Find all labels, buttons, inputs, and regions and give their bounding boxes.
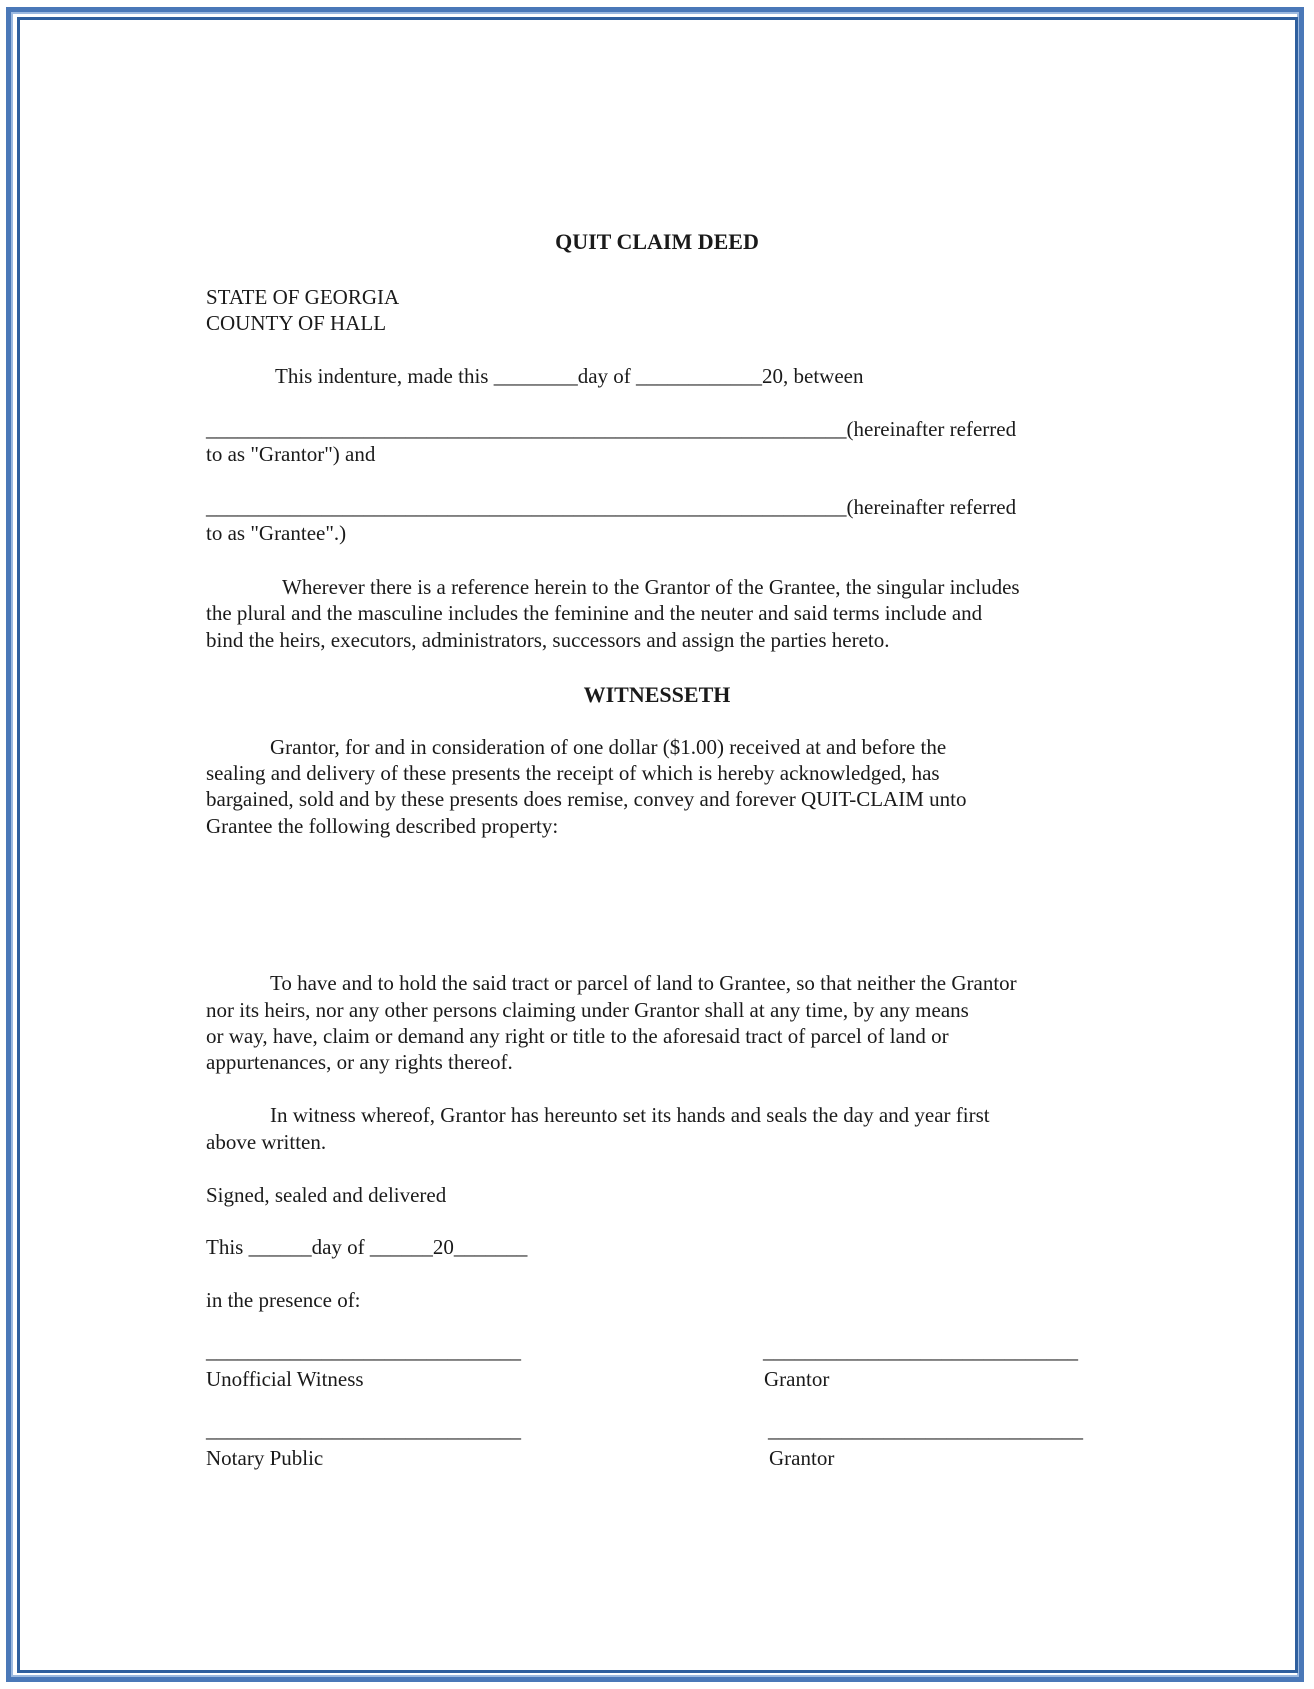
presence-line: in the presence of:: [206, 1288, 361, 1312]
paragraph-line: In witness whereof, Grantor has hereunto set its hands and seals the day and year first: [270, 1103, 990, 1127]
state-line: STATE OF GEORGIA: [206, 285, 400, 309]
grantor-blank-line: _____________________________________________________________(hereinafter referred: [206, 417, 1017, 441]
paragraph-line: appurtenances, or any rights thereof.: [206, 1050, 513, 1074]
grantor-signature-line-2: ______________________________: [768, 1418, 1083, 1442]
paragraph-line: nor its heirs, nor any other persons claiming under Grantor shall at any time, by any means: [206, 998, 969, 1022]
paragraph-line: bind the heirs, executors, administrators, successors and assign the parties hereto.: [206, 628, 890, 652]
paragraph-line: sealing and delivery of these presents the receipt of which is hereby acknowledged, has: [206, 761, 940, 785]
document-title: QUIT CLAIM DEED: [555, 229, 759, 254]
grantor-reference: to as "Grantor") and: [206, 442, 376, 466]
grantor-signature-line-1: ______________________________: [763, 1339, 1078, 1363]
grantee-reference: to as "Grantee".): [206, 521, 347, 545]
grantor-label-1: Grantor: [764, 1367, 830, 1391]
notary-label: Notary Public: [206, 1446, 324, 1470]
paragraph-line: the plural and the masculine includes the feminine and the neuter and said terms include and: [206, 601, 983, 625]
grantor-label-2: Grantor: [769, 1446, 835, 1470]
signed-sealed-line: Signed, sealed and delivered: [206, 1183, 447, 1207]
witness-signature-line: ______________________________: [206, 1339, 521, 1363]
paragraph-line: bargained, sold and by these presents does remise, convey and forever QUIT-CLAIM unto: [206, 787, 967, 811]
paragraph-line: Grantor, for and in consideration of one dollar ($1.00) received at and before the: [270, 735, 947, 759]
witness-label: Unofficial Witness: [206, 1367, 364, 1391]
grantee-blank-line: _____________________________________________________________(hereinafter referred: [206, 495, 1017, 519]
indenture-line: This indenture, made this ________day of ____________20, between: [275, 364, 864, 388]
witnesseth-heading: WITNESSETH: [583, 682, 731, 707]
notary-signature-line: ______________________________: [206, 1418, 521, 1442]
paragraph-line: Wherever there is a reference herein to the Grantor of the Grantee, the singular includes: [282, 575, 1020, 599]
paragraph-line: or way, have, claim or demand any right or title to the aforesaid tract of parcel of land or: [206, 1024, 949, 1048]
execution-date-line: This ______day of ______20_______: [206, 1235, 528, 1259]
paragraph-line: Grantee the following described property:: [206, 814, 559, 838]
county-line: COUNTY OF HALL: [206, 311, 387, 335]
paragraph-line: To have and to hold the said tract or parcel of land to Grantee, so that neither the Grantor: [270, 971, 1017, 995]
paragraph-line: above written.: [206, 1130, 327, 1154]
